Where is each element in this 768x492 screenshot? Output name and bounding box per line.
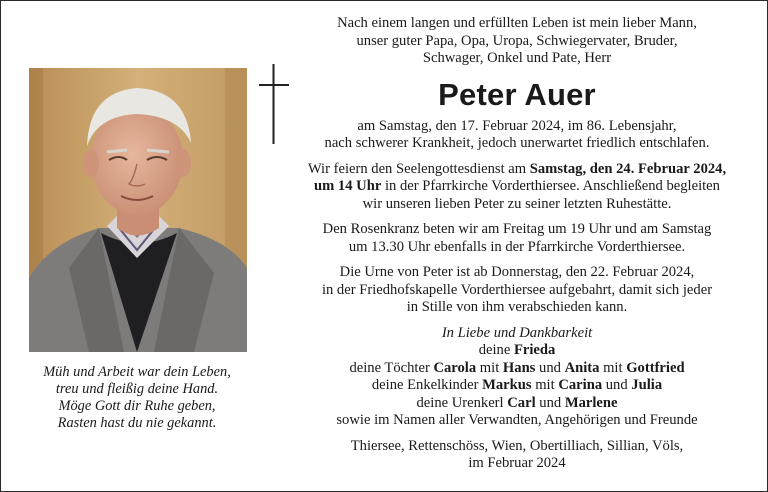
poem-line: Möge Gott dir Ruhe geben, [58, 398, 216, 414]
mourner-name: Marlene [564, 394, 618, 411]
rosary-notice [291, 221, 743, 256]
mourner-text: sowie im Namen aller Verwandten, Angehörigen und Freunde [336, 412, 698, 428]
mass-time: um 14 Uhr [314, 178, 382, 194]
poem-line: Müh und Arbeit war dein Leben, [43, 364, 231, 380]
mourner-text: mit [599, 359, 627, 376]
mourner-name: Markus [482, 377, 532, 393]
mourner-text: mit [531, 377, 559, 393]
mourner-text: mit [476, 359, 503, 376]
poem-line: treu und fleißig deine Hand. [55, 381, 219, 397]
death-line: nach schwerer Krankheit, jedoch unerwartet friedlich entschlafen. [324, 135, 710, 151]
mourner-name: Carl [507, 394, 536, 411]
cross-icon [257, 64, 291, 146]
intro-line: unser guter Papa, Opa, Uropa, Schwiegervater, Bruder, [356, 32, 678, 49]
mourner-text: und [535, 359, 565, 376]
mourner-text: und [535, 394, 565, 411]
death-line: am Samstag, den 17. Februar 2024, im 86. Lebensjahr, [357, 117, 677, 134]
mourner-name: Julia [631, 377, 663, 393]
mourners [291, 325, 743, 430]
urn-notice [291, 264, 743, 317]
portrait-photo [29, 68, 247, 352]
mass-text: Wir feiern den Seelengottesdienst am [307, 160, 530, 177]
poem [1, 364, 273, 432]
mourner-name: Frieda [513, 342, 556, 358]
mourner-name: Carola [433, 359, 477, 376]
mourner-name: Carina [558, 377, 603, 393]
mourner-text: und [602, 377, 632, 393]
places-line: im Februar 2024 [468, 455, 566, 471]
rosary-line: um 13.30 Uhr ebenfalls in der Pfarrkirche Vorderthiersee. [348, 238, 686, 255]
rosary-line: Den Rosenkranz beten wir am Freitag um 19 Uhr und am Samstag [322, 221, 712, 237]
mourner-text: deine Töchter [349, 359, 434, 376]
intro-line: Schwager, Onkel und Pate, Herr [422, 50, 612, 66]
mourner-text: deine [478, 342, 514, 358]
deceased-name: Peter Auer [438, 76, 596, 112]
urn-line: Die Urne von Peter ist ab Donnerstag, den 22. Februar 2024, [339, 264, 695, 280]
obituary-text [291, 15, 743, 473]
places-line: Thiersee, Rettenschöss, Wien, Obertilliach, Sillian, Völs, [350, 437, 684, 454]
death-notice [291, 118, 743, 153]
mourner-text: deine Urenkerl [416, 394, 508, 411]
mass-date: Samstag, den 24. Februar 2024, [529, 160, 727, 177]
mourner-name: Anita [564, 359, 600, 376]
mourner-name: Gottfried [626, 359, 685, 376]
poem-line: Rasten hast du nie gekannt. [57, 415, 217, 431]
mass-notice [291, 161, 743, 214]
mourner-text: deine Enkelkinder [371, 377, 483, 393]
mass-text: in der Pfarrkirche Vorderthiersee. Anschließend begleiten [381, 178, 720, 194]
places-date [291, 438, 743, 473]
mourners-lead: In Liebe und Dankbarkeit [441, 324, 593, 341]
urn-line: in der Friedhofskapelle Vorderthiersee aufgebahrt, damit sich jeder [321, 281, 713, 298]
intro-line: Nach einem langen und erfüllten Leben ist mein lieber Mann, [337, 15, 697, 31]
intro-text [291, 15, 743, 68]
urn-line: in Stille von ihm verabschieden kann. [406, 299, 628, 315]
mass-text: wir unseren lieben Peter zu seiner letzten Ruhestätte. [362, 195, 672, 212]
mourner-name: Hans [502, 359, 536, 376]
